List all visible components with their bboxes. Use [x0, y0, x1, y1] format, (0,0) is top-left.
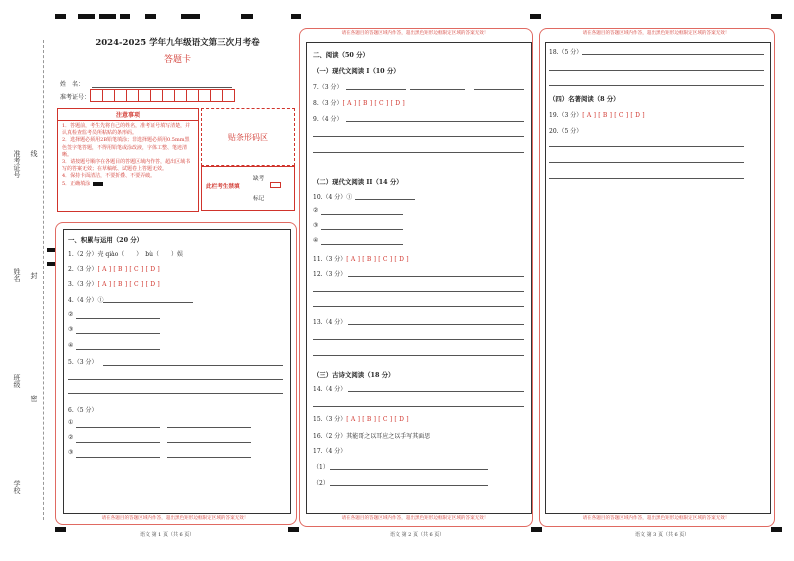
- section2-answer-box: [306, 42, 532, 514]
- q5-line-2[interactable]: [68, 379, 283, 380]
- timing-mark: [288, 527, 299, 532]
- timing-mark: [55, 527, 66, 532]
- q11-label: 11.（3 分）[ A ] [ B ] [ C ] [ D ]: [313, 256, 409, 263]
- q6-marker-2: ②: [68, 434, 74, 441]
- top-notice-3: 请在各题目的答题区域内作答，超出黑色矩形边框限定区域的答案无效！: [582, 31, 730, 36]
- q4-line-1[interactable]: [103, 302, 193, 303]
- name-label: 姓 名：: [60, 81, 85, 88]
- q17-marker-1: （1）: [313, 464, 329, 471]
- q7-label: 7.（3 分）: [313, 84, 343, 91]
- page-subtitle: 答题卡: [163, 55, 191, 65]
- timing-mark: [530, 14, 541, 19]
- q1-label: 1.（2 分）壳 qiào（ ） bù（ ）娱: [68, 251, 184, 258]
- q19-options[interactable]: [ A ] [ B ] [ C ] [ D ]: [582, 112, 645, 119]
- notice-title: 注意事项: [58, 109, 198, 121]
- timing-mark: [78, 14, 95, 19]
- q4-line-4[interactable]: [76, 349, 160, 350]
- q10-line-2[interactable]: [321, 214, 403, 215]
- section3-sub4: （四）名著阅读（8 分）: [549, 95, 620, 103]
- timing-mark: [241, 14, 253, 19]
- q10-label: 10.（4 分）①: [313, 194, 353, 201]
- q4-marker-3: ③: [68, 326, 74, 333]
- q6-line-3a[interactable]: [76, 457, 160, 458]
- notice-item: 1．答题前，考生先将自己的姓名，准考证号填写清楚，并认真检查监考员所粘贴的条形码。: [62, 123, 191, 137]
- q4-marker-2: ②: [68, 311, 74, 318]
- notice-item: 2．选择题必须用2B铅笔填涂；非选择题必须用0.5mm黑色签字笔答题，不得用铅笔或涂改液，字体工整、笔迹清晰。: [62, 137, 190, 158]
- q20-line-1[interactable]: [549, 146, 744, 147]
- side-seal-text: 封: [30, 272, 38, 279]
- bottom-notice-1: 请在各题目的答题区域内作答，超出黑色矩形边框限定区域的答案无效！: [101, 516, 249, 521]
- q4-label: 4.（4 分）①: [68, 297, 104, 304]
- q18-line-3[interactable]: [549, 85, 764, 86]
- q10-line-4[interactable]: [321, 244, 403, 245]
- q4-line-3[interactable]: [76, 333, 160, 334]
- exam-no-boxes[interactable]: [90, 89, 235, 102]
- q6-marker-1: ①: [68, 419, 74, 426]
- q14-label: 14.（4 分）: [313, 386, 347, 393]
- q16-label: 16.（2 分）其能哥之以耳应之以手写其面思: [313, 433, 431, 440]
- timing-mark: [99, 14, 116, 19]
- timing-mark: [531, 527, 542, 532]
- top-notice-2: 请在各题目的答题区域内作答，超出黑色矩形边框限定区域的答案无效！: [341, 31, 489, 36]
- section1-title: 一、积累与运用（20 分）: [68, 236, 144, 244]
- q3-label: 3.（3 分）[ A ] [ B ] [ C ] [ D ]: [68, 281, 160, 288]
- q4-line-2[interactable]: [76, 318, 160, 319]
- q20-line-3[interactable]: [549, 178, 744, 179]
- q14-line-1[interactable]: [348, 391, 524, 392]
- q6-line-2a[interactable]: [76, 442, 160, 443]
- q12-line-2[interactable]: [313, 291, 524, 292]
- barcode-area: [201, 108, 295, 166]
- bottom-notice-3: 请在各题目的答题区域内作答，超出黑色矩形边框限定区域的答案无效！: [582, 516, 730, 521]
- q13-line-2[interactable]: [313, 339, 524, 340]
- section2-sub1: （一）现代文阅读 I（10 分）: [313, 67, 400, 75]
- timing-mark: [145, 14, 156, 19]
- notice-item: 3．请按题号顺序在各题目的答题区域内作答，超出区域书写的答案无效；在草稿纸、试题卷上答题无效。: [62, 159, 191, 173]
- q6-line-2b[interactable]: [167, 442, 251, 443]
- section2-sub2: （二）现代文阅读 II（14 分）: [313, 178, 403, 186]
- q4-marker-4: ④: [68, 342, 74, 349]
- filled-example-mark: [93, 182, 103, 186]
- q7-line-3[interactable]: [474, 89, 524, 90]
- q6-line-1a[interactable]: [76, 427, 160, 428]
- q9-line-1[interactable]: [346, 121, 524, 122]
- q20-line-2[interactable]: [549, 162, 744, 163]
- q17-marker-2: （2）: [313, 480, 329, 487]
- q2-label: 2.（3 分）[ A ] [ B ] [ C ] [ D ]: [68, 266, 160, 273]
- q6-marker-3: ③: [68, 449, 74, 456]
- q10-line-1[interactable]: [355, 199, 415, 200]
- q15-options[interactable]: [ A ] [ B ] [ C ] [ D ]: [346, 416, 409, 423]
- q18-line-1[interactable]: [582, 54, 764, 55]
- absent-option2: 标记: [253, 196, 265, 202]
- barcode-label: 贴条形码区: [228, 132, 268, 142]
- absent-checkbox[interactable]: [270, 182, 281, 188]
- q18-label: 18.（5 分）: [549, 49, 583, 56]
- absent-label: 此栏考生禁填: [206, 184, 240, 190]
- q14-line-2[interactable]: [313, 406, 524, 407]
- q17-label: 17.（4 分）: [313, 448, 347, 455]
- q8-options[interactable]: [ A ] [ B ] [ C ] [ D ]: [342, 100, 405, 107]
- section2-title: 二、阅读（50 分）: [313, 51, 369, 59]
- notice-item: 5．正确填涂: [62, 180, 91, 187]
- timing-mark: [291, 14, 301, 19]
- notice-box: [57, 108, 199, 212]
- page-title: 2024-2025 学年九年级语文第三次月考卷: [95, 38, 260, 48]
- q10-marker-3: ③: [313, 222, 319, 229]
- q9-line-3[interactable]: [313, 152, 524, 153]
- q5-line-3[interactable]: [68, 393, 283, 394]
- side-name: 姓名: [13, 268, 21, 282]
- exam-no-label: 准考证号：: [60, 94, 91, 101]
- timing-mark: [47, 248, 55, 252]
- q6-line-1b[interactable]: [167, 427, 251, 428]
- section2-sub3: （三）古诗文阅读（18 分）: [313, 371, 395, 379]
- footer-page1: 语文 第 1 页（共 6 页）: [140, 532, 195, 538]
- name-input-line[interactable]: [92, 87, 232, 88]
- q7-line-2[interactable]: [410, 89, 465, 90]
- q17-line-2[interactable]: [330, 485, 488, 486]
- q15-label: 15.（3 分）[ A ] [ B ] [ C ] [ D ]: [313, 416, 409, 423]
- footer-page3: 语文 第 3 页（共 6 页）: [635, 532, 690, 538]
- q18-line-2[interactable]: [549, 70, 764, 71]
- q10-marker-4: ④: [313, 237, 319, 244]
- q8-label: 8.（3 分）[ A ] [ B ] [ C ] [ D ]: [313, 100, 405, 107]
- timing-mark: [771, 14, 782, 19]
- q10-marker-2: ②: [313, 207, 319, 214]
- q10-line-3[interactable]: [321, 229, 403, 230]
- q7-line-1[interactable]: [346, 89, 406, 90]
- q13-line-3[interactable]: [313, 355, 524, 356]
- q19-label: 19.（3 分）[ A ] [ B ] [ C ] [ D ]: [549, 112, 645, 119]
- notice-item: 4．保持卡面清洁，不要折叠、不要弄破。: [62, 173, 156, 180]
- q9-line-2[interactable]: [313, 136, 524, 137]
- footer-page2: 语文 第 2 页（共 6 页）: [390, 532, 445, 538]
- side-exam-no: 准考证号: [13, 150, 21, 178]
- q12-line-3[interactable]: [313, 306, 524, 307]
- side-class: 班级: [13, 374, 21, 388]
- q9-label: 9.（4 分）: [313, 116, 343, 123]
- absent-option1: 缺考: [253, 176, 265, 182]
- q12-label: 12.（3 分）: [313, 271, 347, 278]
- timing-mark: [120, 14, 130, 19]
- timing-mark: [771, 527, 782, 532]
- q6-line-3b[interactable]: [167, 457, 251, 458]
- timing-mark: [181, 14, 200, 19]
- binding-line: [43, 40, 44, 520]
- q13-label: 13.（4 分）: [313, 319, 347, 326]
- q6-label: 6.（5 分）: [68, 407, 98, 414]
- side-line-text: 线: [30, 150, 38, 157]
- side-secret-text: 密: [30, 395, 38, 402]
- bottom-notice-2: 请在各题目的答题区域内作答，超出黑色矩形边框限定区域的答案无效！: [341, 516, 489, 521]
- q20-label: 20.（5 分）: [549, 128, 583, 135]
- q2-options[interactable]: [ A ] [ B ] [ C ] [ D ]: [97, 266, 160, 273]
- timing-mark: [55, 14, 66, 19]
- q5-label: 5.（3 分）: [68, 359, 98, 366]
- q17-line-1[interactable]: [330, 469, 488, 470]
- absent-box: [201, 166, 295, 211]
- timing-mark: [47, 262, 55, 266]
- q13-line-1[interactable]: [348, 324, 524, 325]
- q11-options[interactable]: [ A ] [ B ] [ C ] [ D ]: [346, 256, 409, 263]
- q12-line-1[interactable]: [348, 276, 524, 277]
- side-school: 学校: [13, 480, 21, 494]
- q3-options[interactable]: [ A ] [ B ] [ C ] [ D ]: [97, 281, 160, 288]
- q5-line-1[interactable]: [103, 365, 283, 366]
